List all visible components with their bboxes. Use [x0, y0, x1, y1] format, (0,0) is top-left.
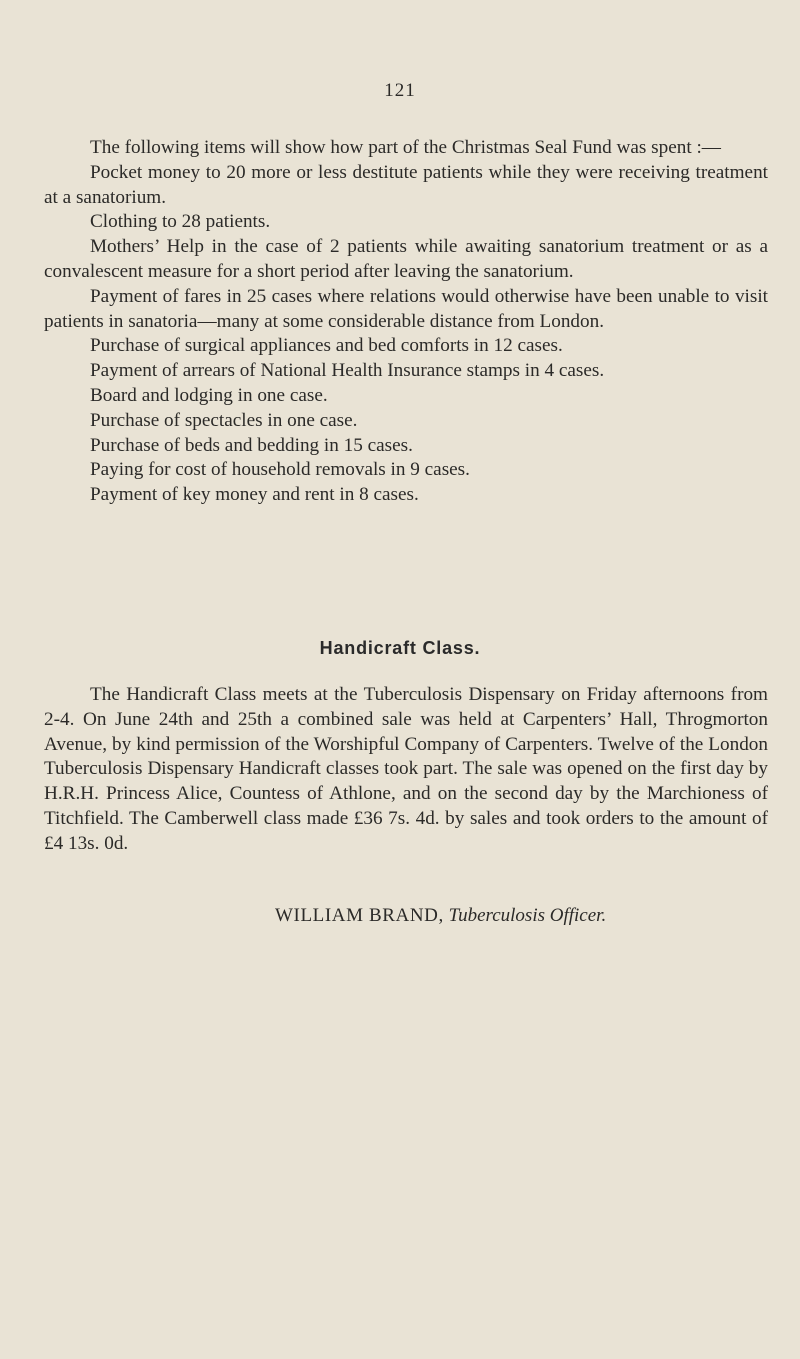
fund-item: Pocket money to 20 more or less destitute patients while they were receiving treatment at a sanatorium. — [44, 161, 768, 208]
fund-item: Board and lodging in one case. — [90, 384, 328, 406]
fund-item: Payment of key money and rent in 8 cases. — [90, 484, 419, 506]
fund-item: Paying for cost of household removals in 9 cases. — [90, 459, 470, 481]
fund-item: Purchase of spectacles in one case. — [90, 409, 358, 431]
signature-name: WILLIAM BRAND, — [275, 905, 444, 926]
fund-item: Clothing to 28 patients. — [90, 211, 271, 233]
handicraft-heading: Handicraft Class. — [319, 638, 481, 658]
christmas-seal-fund-section — [44, 136, 768, 508]
fund-item: Payment of arrears of National Health Insurance stamps in 4 cases. — [90, 360, 605, 382]
fund-item: Purchase of beds and bedding in 15 cases. — [90, 434, 413, 456]
intro-paragraph: The following items will show how part of the Christmas Seal Fund was spent :— — [90, 137, 721, 158]
fund-item: Purchase of surgical appliances and bed comforts in 12 cases. — [90, 335, 563, 357]
handicraft-paragraph: The Handicraft Class meets at the Tuberculosis Dispensary on Friday afternoons from 2-4. On June 24th and 25th a combined sale was held at Carpenters’ Hall, Throgmorton Avenue, by kind permission of the Worshipful Company of Carpenters. Twelve of the London Tuberculosis Dispensary Handicraft classes took part. The sale was opened on the first day by H.R.H. Princess Alice, Countess of Athlone, and on the second day by the Marchioness of Titchfield. The Camberwell class made £36 7s. 4d. by sales and took orders to the amount of £4 13s. 0d. — [44, 684, 768, 854]
signature — [275, 905, 606, 927]
fund-item: Payment of fares in 25 cases where relations would otherwise have been unable to visit patients in sanatoria—many at some considerable distance from London. — [44, 285, 768, 332]
fund-item: Mothers’ Help in the case of 2 patients while awaiting sanatorium treatment or as a convalescent measure for a short period after leaving the sanatorium. — [44, 236, 768, 282]
page-number: 121 — [384, 80, 416, 101]
signature-title: Tuberculosis Officer. — [448, 905, 607, 926]
handicraft-section — [44, 683, 768, 857]
